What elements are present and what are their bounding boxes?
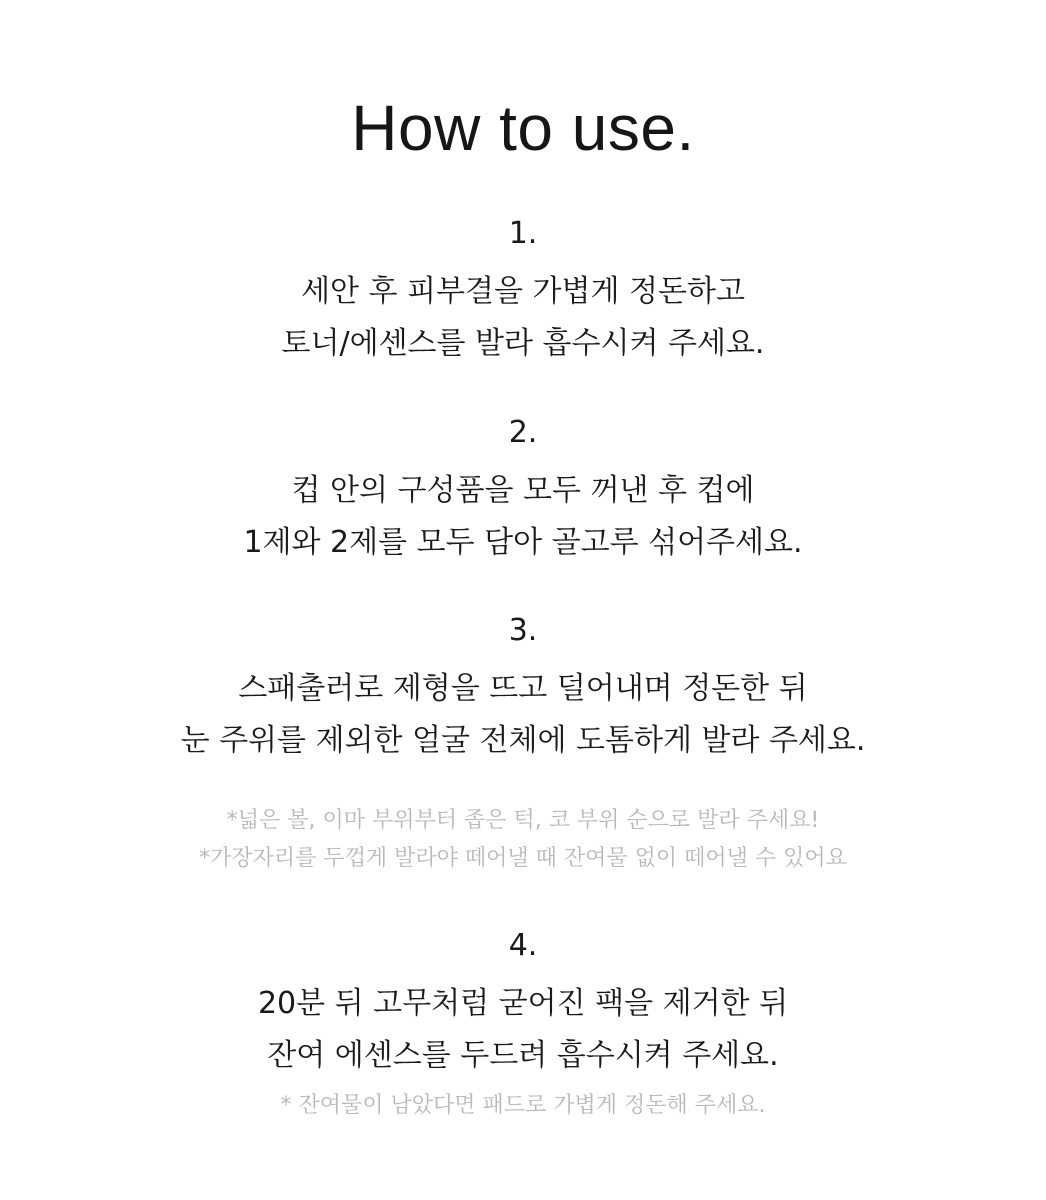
step-1 (0, 216, 1046, 370)
step-instruction-line: 잔여 에센스를 두드려 흡수시켜 주세요. (267, 1038, 779, 1073)
tip-note: *넓은 볼, 이마 부위부터 좁은 턱, 코 부위 순으로 발라 주세요! (226, 808, 820, 833)
step-number: 1. (508, 216, 538, 251)
step-instruction-line: 스패출러로 제형을 뜨고 덜어내며 정돈한 뒤 (238, 671, 808, 706)
step-instruction-line: 토너/에센스를 발라 흡수시켜 주세요. (281, 326, 765, 361)
step-instruction-line: 20분 뒤 고무처럼 굳어진 팩을 제거한 뒤 (257, 986, 789, 1021)
tip-note: * 잔여물이 남았다면 패드로 가볍게 정돈해 주세요. (280, 1093, 766, 1118)
step-number: 2. (508, 415, 538, 450)
step-instruction-line: 컵 안의 구성품을 모두 꺼낸 후 컵에 (291, 473, 755, 508)
step-3-notes (0, 802, 1046, 878)
step-instruction-line: 눈 주위를 제외한 얼굴 전체에 도톰하게 발라 주세요. (180, 723, 866, 758)
step-number: 4. (508, 928, 538, 963)
step-4 (0, 928, 1046, 1082)
step-number: 3. (508, 613, 538, 648)
step-4-notes (0, 1087, 1046, 1125)
page-title: How to use. (351, 92, 695, 164)
step-instruction-line: 1제와 2제를 모두 담아 골고루 섞어주세요. (243, 525, 803, 560)
step-3 (0, 613, 1046, 767)
step-2 (0, 415, 1046, 569)
step-instruction-line: 세안 후 피부결을 가볍게 정돈하고 (301, 274, 745, 309)
tip-note: *가장자리를 두껍게 발라야 떼어낼 때 잔여물 없이 떼어낼 수 있어요 (199, 846, 847, 871)
